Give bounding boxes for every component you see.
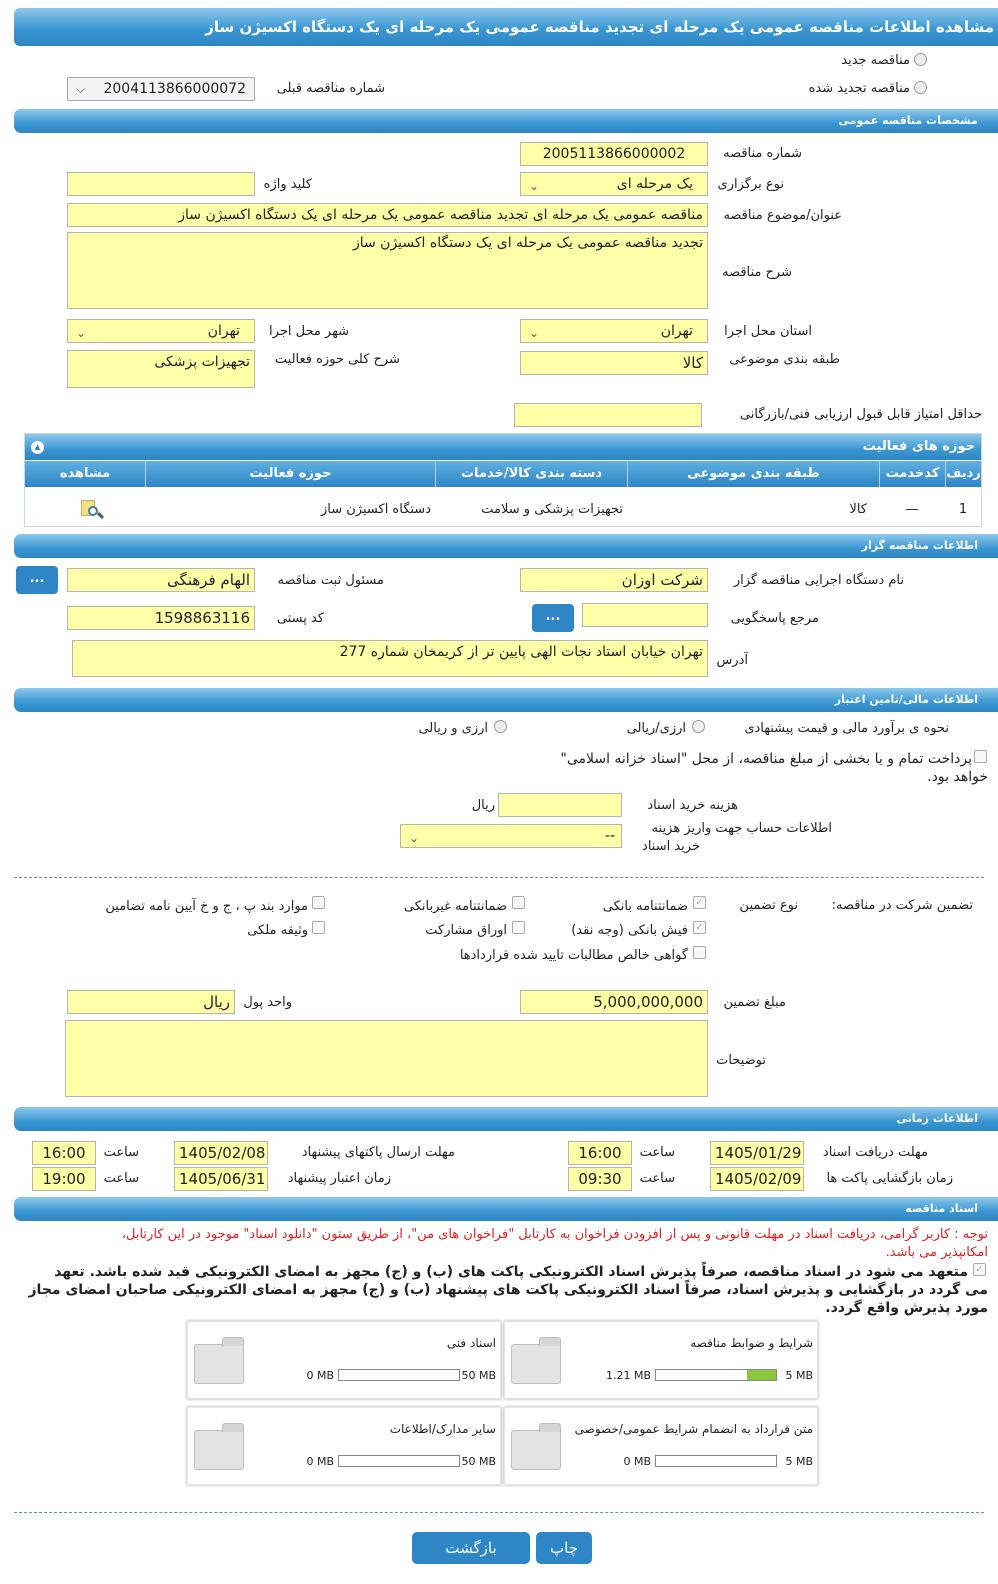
collapse-icon[interactable]: ▴: [31, 441, 44, 454]
receivables-label: گواهی خالص مطالبات تایید شده قراردادها: [459, 948, 688, 963]
validity-time-label: ساعت: [103, 1171, 139, 1186]
property-checkbox[interactable]: [312, 921, 325, 934]
doc-card-other[interactable]: [187, 1407, 501, 1485]
doc-card-title: اسناد فنی: [446, 1336, 496, 1350]
radio-new-tender[interactable]: [914, 53, 927, 66]
chevron-down-icon: ⌄: [76, 326, 87, 340]
cash-checkbox[interactable]: ✓: [693, 921, 706, 934]
doc-card-progress: [655, 1455, 777, 1467]
doc-card-max: 5 MB: [785, 1455, 813, 1468]
doc-card-used: 0 MB: [623, 1455, 651, 1468]
activity-grid-title: حوزه های فعالیت: [25, 434, 981, 460]
chevron-down-icon: ⌄: [529, 179, 540, 193]
guarantee-type-label: نوع تضمین: [739, 898, 798, 913]
cash-label: فیش بانکی (وجه نقد): [571, 923, 688, 938]
col-group: دسته بندی کالا/خدمات: [435, 461, 627, 487]
registrar-field[interactable]: الهام فرهنگی: [67, 568, 255, 592]
province-label: استان محل اجرا: [724, 324, 812, 339]
row-category: کالا: [849, 502, 867, 517]
keyword-field[interactable]: [67, 172, 255, 196]
opening-hour-label: ساعت: [639, 1171, 675, 1186]
treasury-checkbox[interactable]: [974, 750, 987, 763]
commitment-checkbox[interactable]: ✓: [973, 1263, 986, 1276]
min-score-field[interactable]: [514, 403, 702, 427]
nonbank-guarantee-label: ضمانتنامه غیربانکی: [403, 899, 507, 914]
commitment-line3: مورد پذیرش واقع گردد.: [825, 1300, 988, 1316]
address-label: آدرس: [716, 653, 748, 668]
submit-time-label: ساعت: [103, 1145, 139, 1160]
row-group: تجهیزات پزشکی و سلامت: [481, 502, 623, 517]
bank-guarantee-checkbox[interactable]: ✓: [693, 896, 706, 909]
chevron-down-icon: ⌄: [529, 326, 540, 340]
bonds-label: اوراق مشارکت: [425, 923, 507, 938]
clause-items-label: موارد بند پ ، ج و خ آیین نامه تضامین: [105, 899, 308, 914]
type-label: نوع برگزاری: [717, 177, 784, 192]
category-field[interactable]: کالا: [520, 351, 708, 375]
account-value: --: [604, 828, 615, 844]
min-score-label: حداقل امتیاز قابل قبول ارزیابی فنی/بازرگانی: [739, 407, 982, 422]
radio-renewed-tender[interactable]: [914, 81, 927, 94]
bank-guarantee-label: ضمانتنامه بانکی: [602, 899, 688, 914]
activity-desc-field[interactable]: تجهیزات پزشکی: [67, 350, 255, 388]
prev-number-label: شماره مناقصه قبلی: [276, 81, 385, 96]
doc-card-contract[interactable]: [504, 1407, 818, 1485]
description-label: شرح مناقصه: [722, 265, 792, 280]
chevron-down-icon: ⌄: [409, 831, 420, 845]
currency-label: واحد پول: [243, 995, 292, 1010]
type-value: یک مرحله ای: [616, 176, 693, 192]
col-index: ردیف: [945, 461, 981, 487]
doc-card-progress: [338, 1369, 460, 1381]
guarantee-label: تضمین شرکت در مناقصه:: [831, 898, 973, 913]
category-label: طبقه بندی موضوعی: [729, 352, 840, 367]
validity-label: زمان اعتبار پیشنهاد: [287, 1171, 391, 1186]
registrar-label: مسئول ثبت مناقصه: [277, 573, 384, 588]
doc-card-used: 1.21 MB: [605, 1369, 651, 1382]
doc-card-title: متن قرارداد به انضمام شرایط عمومی/خصوصی: [574, 1422, 813, 1436]
doc-card-progress-fill: [747, 1370, 776, 1380]
activity-desc-label: شرح کلی حوزه فعالیت: [274, 352, 400, 367]
finance-method-label: نحوه ی برآورد مالی و قیمت پیشنهادی: [744, 721, 949, 736]
province-value: تهران: [660, 323, 693, 339]
nonbank-guarantee-checkbox[interactable]: [512, 896, 525, 909]
submit-deadline-label: مهلت ارسال پاکتهای پیشنهاد: [301, 1145, 455, 1160]
folder-icon: [194, 1430, 244, 1470]
ref-lookup-button[interactable]: ...: [532, 604, 574, 632]
section-organizer: اطلاعات مناقصه گزار: [14, 534, 998, 558]
prev-number-select[interactable]: [67, 77, 255, 101]
radio-renewed-label: مناقصه تجدید شده: [808, 81, 910, 96]
col-category: طبقه بندی موضوعی: [627, 461, 879, 487]
view-magnifier-icon[interactable]: [79, 498, 105, 522]
validity-time-field[interactable]: 19:00: [32, 1167, 96, 1191]
treasury-text-line1: پرداخت تمام و یا بخشی از مبلغ مناقصه، از محل "اسناد خزانه اسلامی": [560, 751, 972, 767]
section-documents: اسناد مناقصه: [14, 1197, 998, 1221]
city-label: شهر محل اجرا: [269, 324, 349, 339]
tender-number-label: شماره مناقصه: [723, 146, 802, 161]
doc-card-used: 0 MB: [306, 1455, 334, 1468]
type-select[interactable]: [520, 172, 708, 196]
receivables-checkbox[interactable]: [693, 946, 706, 959]
col-code: کدخدمت: [879, 461, 945, 487]
col-view: مشاهده: [59, 466, 111, 481]
doc-card-max: 50 MB: [461, 1455, 496, 1468]
print-button[interactable]: چاپ: [536, 1532, 592, 1564]
description-field[interactable]: تجدید مناقصه عمومی یک مرحله ای یک دستگاه اکسیژن ساز: [67, 232, 708, 309]
province-select[interactable]: [520, 319, 708, 343]
page-title: مشاهده اطلاعات مناقصه عمومی یک مرحله ای تجدید مناقصه عمومی یک مرحله ای یک دستگاه اکسیژن ساز: [14, 8, 998, 46]
notes-field[interactable]: [65, 1020, 708, 1097]
row-index: 1: [958, 502, 968, 517]
city-select[interactable]: [67, 319, 255, 343]
radio-fx-rial-label: ارزی/ریالی: [626, 721, 686, 736]
account-label-line1: اطلاعات حساب جهت واریز هزینه: [651, 821, 832, 836]
keyword-label: کلید واژه: [263, 177, 312, 192]
subject-field[interactable]: مناقصه عمومی یک مرحله ای تجدید مناقصه عمومی یک مرحله ای یک دستگاه اکسیژن ساز: [67, 203, 708, 227]
radio-fx-and-rial-label: ارزی و ریالی: [418, 721, 488, 736]
opening-time-field[interactable]: 09:30: [568, 1167, 632, 1191]
prev-number-value: 2004113866000072: [103, 81, 246, 97]
submit-time-field[interactable]: 16:00: [32, 1141, 96, 1165]
row-code: —: [905, 502, 919, 517]
table-row: [25, 494, 981, 526]
receive-time-label: ساعت: [639, 1145, 675, 1160]
section-general: مشخصات مناقصه عمومی: [14, 109, 998, 133]
folder-icon: [511, 1344, 561, 1384]
doc-cost-field[interactable]: [498, 793, 622, 817]
treasury-text-line2: خواهد بود.: [927, 769, 988, 785]
row-field: دستگاه اکسیژن ساز: [321, 502, 431, 517]
doc-cost-label: هزینه خرید اسناد: [647, 798, 738, 813]
receive-time-field[interactable]: 16:00: [568, 1141, 632, 1165]
folder-icon: [194, 1344, 244, 1384]
activity-grid-header: [25, 461, 981, 487]
section-finance: اطلاعات مالی/تامین اعتبار: [14, 688, 998, 712]
receive-deadline-label: مهلت دریافت اسناد: [822, 1145, 928, 1160]
doc-card-title: شرایط و ضوابط مناقصه: [690, 1336, 813, 1350]
doc-card-conditions[interactable]: [504, 1321, 818, 1399]
commitment-line2: می گردد در بازگشایی و پذیرش اسناد، صرفاً اسناد الکترونیکی پاکت های پیشنهاد (ب) و (ج) مجهز به امضای الکترونیکی صاحبان امضای مجاز: [28, 1282, 988, 1298]
chevron-down-icon: ⌵: [76, 82, 86, 96]
commitment-line1: متعهد می شود در اسناد مناقصه، صرفاً پذیرش اسناد الکترونیکی پاکت های (ب) و (ج) مجهز به امضای الکترونیکی قید شده باشد. تعهد: [54, 1264, 968, 1280]
address-field[interactable]: تهران خیابان استاد نجات الهی پایین تر از کریمخان شماره 277: [72, 640, 708, 677]
currency-field[interactable]: ریال: [67, 990, 235, 1014]
city-value: تهران: [207, 323, 240, 339]
receive-date-field[interactable]: 1405/01/29: [710, 1141, 804, 1165]
documents-note-line1: توجه : کاربر گرامی، دریافت اسناد در مهلت قانونی و پس از افزودن فراخوان به کارتابل "فراخوان های من"، از طریق ستون "دانلود اسناد" موجود در این کارتابل،: [121, 1227, 988, 1242]
radio-fx-rial[interactable]: [692, 720, 705, 733]
guarantee-amount-field[interactable]: 5,000,000,000: [520, 990, 708, 1014]
bonds-checkbox[interactable]: [512, 921, 525, 934]
postal-field[interactable]: 1598863116: [67, 606, 255, 630]
doc-card-progress: [655, 1369, 777, 1381]
clause-items-checkbox[interactable]: [312, 896, 325, 909]
org-field[interactable]: شرکت اوزان: [520, 568, 708, 592]
divider: [14, 1512, 984, 1513]
doc-card-progress: [338, 1455, 460, 1467]
property-label: وثیقه ملکی: [247, 923, 308, 938]
doc-card-technical[interactable]: [187, 1321, 501, 1399]
tender-number-field[interactable]: 2005113866000002: [520, 142, 708, 166]
radio-new-label: مناقصه جدید: [841, 53, 910, 68]
col-field: حوزه فعالیت: [145, 461, 435, 487]
divider: [14, 877, 984, 878]
opening-time-label: زمان بازگشایی پاکت ها: [826, 1171, 953, 1186]
account-label-line2: خرید اسناد: [642, 839, 700, 854]
doc-card-title: سایر مدارک/اطلاعات: [389, 1422, 496, 1436]
doc-cost-unit: ریال: [471, 798, 495, 813]
guarantee-amount-label: مبلغ تضمین: [723, 995, 786, 1010]
opening-date-field[interactable]: 1405/02/09: [710, 1167, 804, 1191]
submit-date-field[interactable]: 1405/02/08: [174, 1141, 268, 1165]
doc-card-max: 5 MB: [785, 1369, 813, 1382]
validity-date-field[interactable]: 1405/06/31: [174, 1167, 268, 1191]
subject-label: عنوان/موضوع مناقصه: [723, 208, 842, 223]
folder-icon: [511, 1430, 561, 1470]
doc-card-used: 0 MB: [306, 1369, 334, 1382]
radio-fx-and-rial[interactable]: [494, 720, 507, 733]
doc-card-max: 50 MB: [461, 1369, 496, 1382]
org-label: نام دستگاه اجرایی مناقصه گزار: [733, 573, 904, 588]
ref-field[interactable]: [582, 603, 708, 627]
notes-label: توضیحات: [716, 1053, 766, 1068]
postal-label: کد پستی: [276, 611, 324, 626]
account-select[interactable]: [400, 824, 622, 848]
back-button[interactable]: بازگشت: [412, 1532, 530, 1564]
registrar-lookup-button[interactable]: ...: [16, 566, 58, 594]
ref-label: مرجع پاسخگویی: [730, 611, 819, 626]
section-timing: اطلاعات زمانی: [14, 1107, 998, 1131]
documents-note-line2: امکانپذیر می باشد.: [885, 1245, 988, 1260]
activity-grid: [24, 433, 982, 527]
